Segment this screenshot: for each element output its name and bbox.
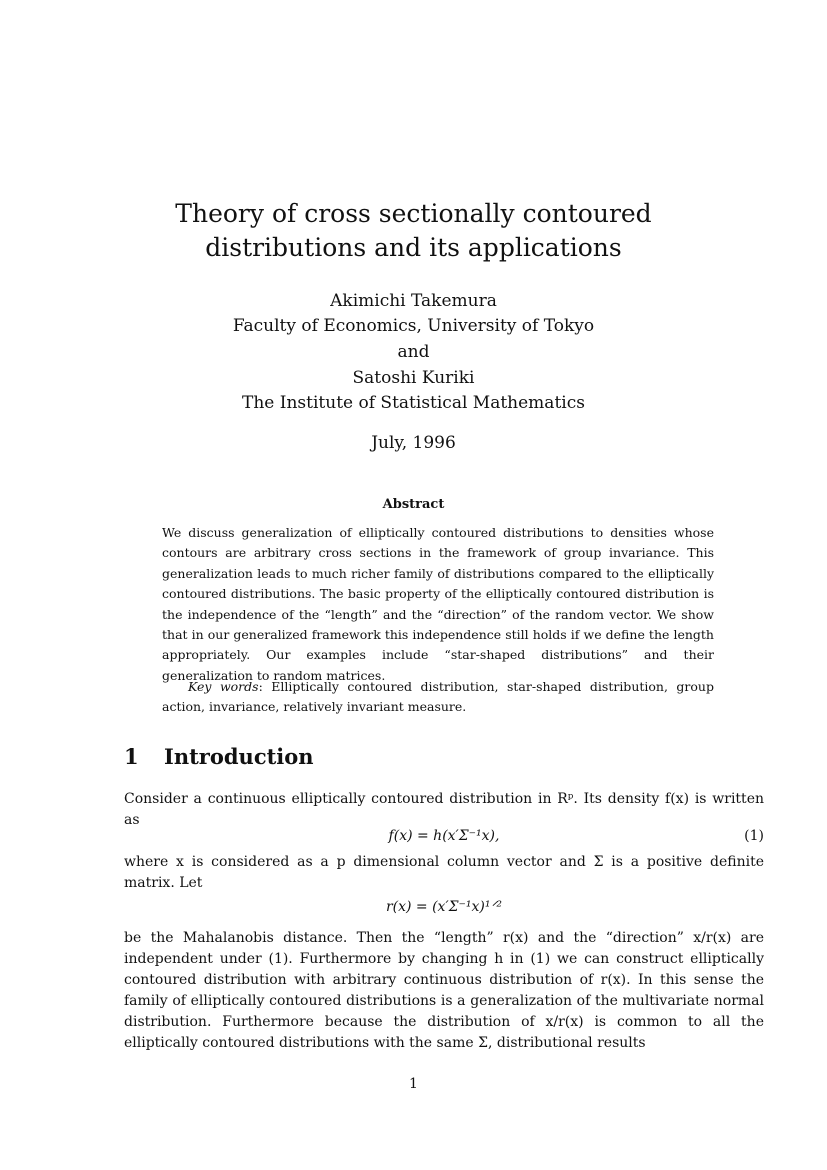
- affiliation-2: The Institute of Statistical Mathematics: [242, 393, 585, 413]
- section-number: 1: [124, 744, 139, 769]
- paragraph-2: where x is considered as a p dimensional column vector and Σ is a positive definite matrix. Let: [124, 854, 764, 891]
- equation-1-body: f(x) = h(x′Σ⁻¹x),: [388, 828, 500, 844]
- title-line-1: Theory of cross sectionally contoured: [175, 199, 652, 228]
- affiliation-1: Faculty of Economics, University of Tokyo: [232, 316, 595, 336]
- keywords-text: : Elliptically contoured distribution, star-shaped distribution, group action, invariance, relatively invariant measure.: [162, 679, 714, 715]
- equation-1: [124, 826, 764, 846]
- section-title: Introduction: [164, 744, 314, 769]
- keywords-label: Key words: [188, 679, 259, 694]
- date: July, 1996: [371, 433, 456, 453]
- abstract-text: We discuss generalization of elliptically contoured distributions to densities whose contours are arbitrary cross sections in the framework of group invariance. This generalization leads to much richer family of distributions compared to the elliptically contoured distributions. The basic property of the elliptically contoured distribution is the independence of the “length” and the “direction” of the random vector. We show that in our generalized framework this independence still holds if we define the length appropriately. Our examples include “star-shaped distributions” and their generalization to random matrices.: [162, 525, 714, 683]
- equation-2: r(x) = (x′Σ⁻¹x)¹ᐟ²: [385, 899, 503, 915]
- title-line-2: distributions and its applications: [205, 233, 622, 262]
- paragraph-3: be the Mahalanobis distance. Then the “length” r(x) and the “direction” x/r(x) are independent under (1). Furthermore by changing h in (1) we can construct elliptically contoured distribution with arbitrary continuous distribution of r(x). In this sense the family of elliptically contoured distributions is a generalization of the multivariate normal distribution. Furthermore because the distribution of x/r(x) is common to all the elliptically contoured distributions with the same Σ, distributional results: [124, 930, 764, 1051]
- keywords: [162, 677, 714, 718]
- paragraph-1: Consider a continuous elliptically contoured distribution in Rᵖ. Its density f(x) is written as: [124, 791, 764, 828]
- section-heading: [124, 744, 314, 769]
- equation-1-number: (1): [744, 828, 764, 844]
- author-separator: and: [397, 342, 430, 362]
- page-number: 1: [409, 1076, 418, 1092]
- author-2: Satoshi Kuriki: [352, 368, 475, 388]
- abstract-heading: Abstract: [382, 497, 445, 512]
- author-1: Akimichi Takemura: [330, 291, 497, 311]
